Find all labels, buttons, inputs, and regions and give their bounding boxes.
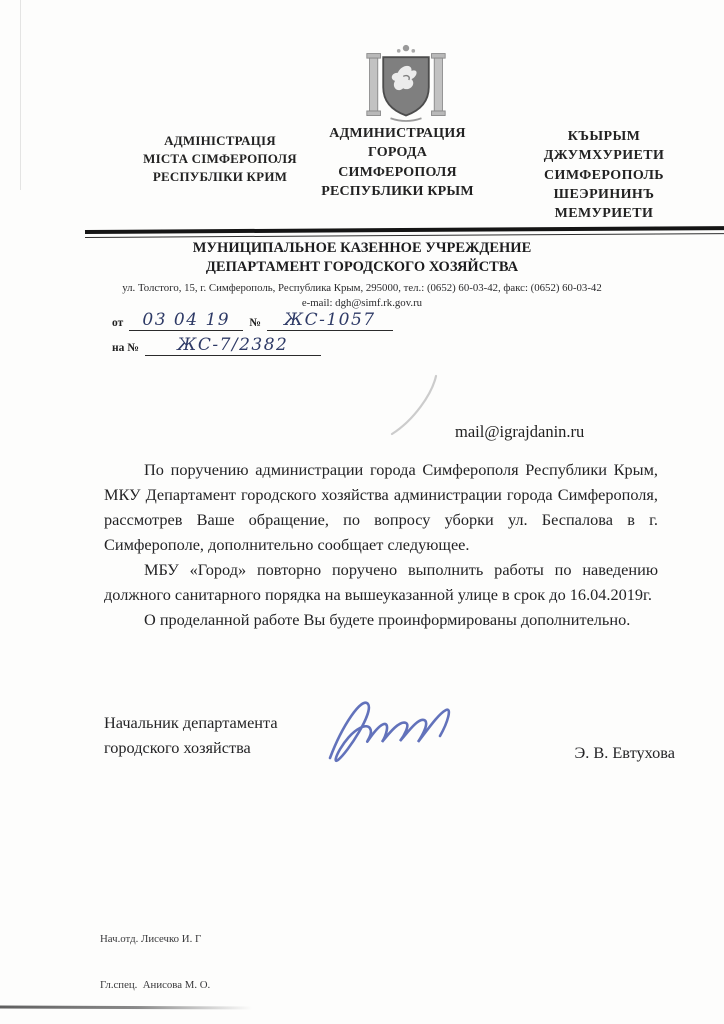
- scan-edge-left-artifact: [20, 0, 21, 190]
- org-title-line2: ДЕПАРТАМЕНТ ГОРОДСКОГО ХОЗЯЙСТВА: [205, 259, 519, 276]
- letterhead-ru-line: АДМИНИСТРАЦИЯ: [329, 126, 466, 141]
- letterhead-ct-line: МЕМУРИЕТИ: [554, 206, 654, 222]
- letterhead-ru-line: РЕСПУБЛИКИ КРЫМ: [321, 183, 474, 199]
- handwritten-date: 03 04 19: [142, 310, 231, 330]
- letterhead-ua-line: МІСТА СІМФЕРОПОЛЯ: [143, 150, 297, 166]
- handwritten-number: ЖС-1057: [284, 310, 376, 330]
- pen-mark-icon: [384, 372, 442, 442]
- signatory-name: Э. В. Евтухова: [574, 743, 675, 762]
- executor-note-2: Гл.спец. Анисова М. О.: [100, 978, 211, 991]
- body-paragraph-1: По поручению администрации города Симферополя Республики Крым, МКУ Департамент городского хозяйства администрации города Симферополя, рассмотрев Ваше обращение, по вопросу уборки ул. Беспалова в г. Симферополе, дополнительно сообщает следующее.: [104, 460, 658, 554]
- letterhead-ua-line: АДМІНІСТРАЦІЯ: [164, 133, 276, 148]
- org-title: [62, 239, 662, 277]
- letterhead-ct-line: ШЕЭРИНИНЪ: [553, 186, 655, 202]
- recipient-email: mail@igrajdanin.ru: [455, 422, 585, 441]
- outgoing-ref-row: [112, 310, 399, 331]
- letterhead-ru-line: ГОРОДА: [367, 145, 428, 161]
- reply-to-label: на №: [112, 342, 139, 354]
- header-divider-rule: [85, 226, 724, 238]
- org-contacts: [62, 281, 662, 310]
- handwritten-reply-number: ЖС-7/2382: [177, 335, 289, 355]
- letterhead-ct-line: ДЖУМХУРИЕТИ: [543, 148, 665, 164]
- signature-stroke-icon: [318, 688, 478, 772]
- letterhead-ct-line: КЪЫРЫМ: [567, 129, 641, 144]
- signatory-title: [104, 710, 278, 760]
- reply-to-field: [145, 335, 321, 356]
- org-address: ул. Толстого, 15, г. Симферополь, Республика Крым, 295000, тел.: (0652) 60-03-42, факс: (0652) 60-03-42: [122, 282, 602, 294]
- reference-block: [112, 310, 399, 360]
- letterhead-russian: [300, 124, 495, 201]
- date-label: от: [112, 317, 124, 329]
- signatory-title-line2: городского хозяйства: [104, 738, 251, 757]
- letterhead-crimean-tatar: [498, 127, 710, 224]
- number-label: №: [249, 317, 261, 329]
- org-email: e-mail: dgh@simf.rk.gov.ru: [301, 296, 423, 309]
- letterhead-ru-line: СИМФЕРОПОЛЯ: [338, 164, 457, 180]
- executor-notes: [100, 902, 210, 1023]
- number-field: [267, 310, 393, 331]
- letterhead-ct-line: СИМФЕРОПОЛЬ: [544, 167, 664, 183]
- org-title-line1: МУНИЦИПАЛЬНОЕ КАЗЕННОЕ УЧРЕЖДЕНИЕ: [192, 240, 532, 256]
- letterhead-ua-line: РЕСПУБЛІКИ КРИМ: [152, 168, 288, 184]
- crimea-coat-of-arms-icon: [365, 40, 447, 130]
- body-paragraph-2: МБУ «Город» повторно поручено выполнить работы по наведению должного санитарного порядка на вышеуказанной улице в срок до 16.04.2019г.: [104, 560, 658, 604]
- signatory-title-line1: Начальник департамента: [104, 713, 278, 732]
- body-paragraph-3: О проделанной работе Вы будете проинформированы дополнительно.: [144, 610, 631, 629]
- incoming-ref-row: [112, 335, 399, 356]
- letter-body: [104, 457, 658, 632]
- date-field: [129, 310, 243, 331]
- executor-note-1: Нач.отд. Лисечко И. Г: [100, 933, 202, 946]
